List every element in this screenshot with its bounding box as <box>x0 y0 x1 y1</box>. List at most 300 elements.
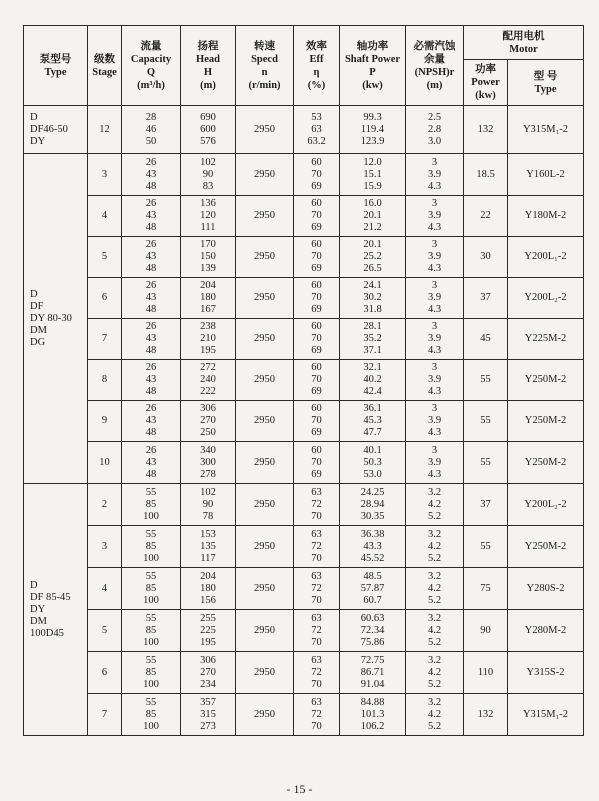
npsh-cell <box>406 360 464 401</box>
npsh-cell <box>406 154 464 196</box>
motor-type-cell <box>508 401 584 442</box>
npsh-cell <box>406 442 464 484</box>
head-cell <box>181 652 236 694</box>
efficiency-cell <box>294 484 340 526</box>
capacity-cell <box>122 568 181 610</box>
header-stage: 级数 Stage <box>88 26 122 106</box>
header-shaft-power: 轴功率 Shaft Power P (kw) <box>340 26 406 106</box>
motor-type-cell-value: Y315S-2 <box>526 666 565 678</box>
header-type: 泵型号 Type <box>24 26 88 106</box>
table-row <box>24 154 584 196</box>
capacity-cell-value: 28 46 50 <box>145 111 157 147</box>
capacity-cell <box>122 196 181 237</box>
stage-cell <box>88 442 122 484</box>
motor-power-cell <box>464 652 508 694</box>
speed-cell <box>236 196 294 237</box>
npsh-cell <box>406 278 464 319</box>
speed-cell <box>236 401 294 442</box>
motor-type-cell-value: Y225M-2 <box>524 333 567 344</box>
efficiency-cell-value: 53 63 63.2 <box>307 111 326 147</box>
motor-power-cell <box>464 694 508 736</box>
head-cell <box>181 484 236 526</box>
speed-cell-value: 2950 <box>254 582 275 594</box>
npsh-cell-value: 3.2 4.2 5.2 <box>427 612 442 648</box>
motor-type-cell-value: Y200L₂-2 <box>524 498 567 510</box>
motor-type-cell-value: Y250M-2 <box>524 540 567 552</box>
npsh-cell-value: 3 3.9 4.3 <box>427 198 442 233</box>
head-cell <box>181 278 236 319</box>
npsh-cell-value: 3 3.9 4.3 <box>427 156 442 192</box>
speed-cell-value: 2950 <box>254 624 275 636</box>
npsh-cell-value: 3.2 4.2 5.2 <box>427 570 442 606</box>
motor-type-cell <box>508 442 584 484</box>
capacity-cell <box>122 484 181 526</box>
header-speed: 转速 Specd n (r/min) <box>236 26 294 106</box>
shaft-power-cell-value: 72.75 86.71 91.04 <box>360 654 385 690</box>
shaft-power-cell-value: 24.1 30.2 31.8 <box>363 280 382 315</box>
npsh-cell-value: 3 3.9 4.3 <box>427 444 442 480</box>
shaft-power-cell <box>340 154 406 196</box>
shaft-power-cell <box>340 568 406 610</box>
shaft-power-cell <box>340 694 406 736</box>
head-cell-value: 238 210 195 <box>200 321 216 356</box>
table-header <box>24 26 584 106</box>
table-row <box>24 319 584 360</box>
pump-type-line: 100D45 <box>30 627 64 639</box>
motor-type-cell <box>508 694 584 736</box>
efficiency-cell <box>294 106 340 154</box>
motor-power-cell-value: 37 <box>480 292 491 303</box>
efficiency-cell <box>294 154 340 196</box>
motor-power-cell-value: 55 <box>480 540 491 552</box>
header-npsh: 必需汽蚀 余量 (NPSH)r (m) <box>406 26 464 106</box>
capacity-cell <box>122 694 181 736</box>
stage-cell <box>88 568 122 610</box>
capacity-cell <box>122 652 181 694</box>
page-number: - 15 - <box>286 782 313 796</box>
motor-power-cell <box>464 526 508 568</box>
capacity-cell-value: 55 85 100 <box>143 528 159 564</box>
speed-cell <box>236 694 294 736</box>
stage-cell <box>88 484 122 526</box>
stage-cell-value: 6 <box>101 292 108 303</box>
motor-type-cell-value: Y250M-2 <box>524 456 567 468</box>
npsh-cell <box>406 610 464 652</box>
efficiency-cell <box>294 652 340 694</box>
stage-cell-value: 9 <box>101 415 108 426</box>
capacity-cell-value: 55 85 100 <box>143 612 159 648</box>
stage-cell-value: 8 <box>101 374 108 385</box>
head-cell <box>181 694 236 736</box>
motor-power-cell <box>464 610 508 652</box>
stage-cell <box>88 652 122 694</box>
capacity-cell <box>122 401 181 442</box>
npsh-cell-value: 3 3.9 4.3 <box>427 239 442 274</box>
shaft-power-cell-value: 28.1 35.2 37.1 <box>363 321 382 356</box>
table-body <box>24 106 584 736</box>
motor-type-cell-value: Y250M-2 <box>524 374 567 385</box>
stage-cell <box>88 154 122 196</box>
motor-power-cell-value: 18.5 <box>476 168 495 180</box>
speed-cell-value: 2950 <box>254 540 275 552</box>
npsh-cell-value: 3.2 4.2 5.2 <box>427 528 442 564</box>
speed-cell-value: 2950 <box>254 168 275 180</box>
shaft-power-cell-value: 16.0 20.1 21.2 <box>363 198 382 233</box>
npsh-cell <box>406 652 464 694</box>
head-cell-value: 306 270 250 <box>200 403 216 438</box>
efficiency-cell <box>294 694 340 736</box>
speed-cell-value: 2950 <box>254 292 275 303</box>
shaft-power-cell-value: 36.1 45.3 47.7 <box>363 403 382 438</box>
motor-type-cell-value: Y200L₂-2 <box>524 292 567 303</box>
npsh-cell-value: 3 3.9 4.3 <box>427 403 442 438</box>
motor-type-cell <box>508 568 584 610</box>
pump-type-line: DY <box>30 135 46 147</box>
efficiency-cell-value: 63 72 70 <box>311 486 322 522</box>
stage-cell <box>88 610 122 652</box>
pump-type-cell <box>24 484 88 736</box>
motor-type-cell <box>508 278 584 319</box>
stage-cell <box>88 106 122 154</box>
motor-type-cell-value: Y200L₁-2 <box>524 251 567 262</box>
shaft-power-cell-value: 48.5 57.87 60.7 <box>360 570 385 606</box>
motor-type-cell <box>508 237 584 278</box>
pump-type-cell <box>24 154 88 484</box>
npsh-cell <box>406 568 464 610</box>
capacity-cell-value: 26 43 48 <box>145 362 157 397</box>
shaft-power-cell <box>340 484 406 526</box>
capacity-cell <box>122 360 181 401</box>
stage-cell <box>88 196 122 237</box>
head-cell <box>181 401 236 442</box>
motor-type-cell <box>508 106 584 154</box>
motor-power-cell-value: 132 <box>477 123 494 135</box>
table-row <box>24 484 584 526</box>
stage-cell-value: 5 <box>101 624 108 636</box>
capacity-cell <box>122 319 181 360</box>
speed-cell-value: 2950 <box>254 251 275 262</box>
shaft-power-cell-value: 60.63 72.34 75.86 <box>360 612 385 648</box>
motor-power-cell-value: 30 <box>480 251 491 262</box>
capacity-cell <box>122 154 181 196</box>
efficiency-cell-value: 60 70 69 <box>311 321 322 356</box>
npsh-cell-value: 2.5 2.8 3.0 <box>427 111 442 147</box>
npsh-cell-value: 3.2 4.2 5.2 <box>427 696 442 732</box>
npsh-cell <box>406 694 464 736</box>
speed-cell-value: 2950 <box>254 456 275 468</box>
head-cell-value: 153 135 117 <box>200 528 216 564</box>
speed-cell-value: 2950 <box>254 498 275 510</box>
npsh-cell <box>406 237 464 278</box>
shaft-power-cell-value: 20.1 25.2 26.5 <box>363 239 382 274</box>
motor-power-cell <box>464 154 508 196</box>
head-cell <box>181 610 236 652</box>
motor-type-cell <box>508 610 584 652</box>
motor-power-cell <box>464 237 508 278</box>
shaft-power-cell <box>340 237 406 278</box>
capacity-cell-value: 55 85 100 <box>143 570 159 606</box>
pump-type-cell <box>24 106 88 154</box>
motor-power-cell <box>464 568 508 610</box>
npsh-cell <box>406 106 464 154</box>
motor-power-cell-value: 55 <box>480 374 491 385</box>
stage-cell-value: 3 <box>101 168 108 180</box>
npsh-cell <box>406 484 464 526</box>
efficiency-cell-value: 63 72 70 <box>311 654 322 690</box>
header-motor-power: 功率 Power (kw) <box>464 60 508 106</box>
speed-cell <box>236 237 294 278</box>
speed-cell <box>236 154 294 196</box>
efficiency-cell <box>294 526 340 568</box>
table-row <box>24 652 584 694</box>
header-capacity: 流量 Capacity Q (m³/h) <box>122 26 181 106</box>
shaft-power-cell-value: 84.88 101.3 106.2 <box>360 696 385 732</box>
pump-type-line: D <box>30 288 38 300</box>
motor-type-cell-value: Y315M₁-2 <box>522 123 569 135</box>
head-cell-value: 102 90 78 <box>200 486 216 522</box>
head-cell <box>181 196 236 237</box>
speed-cell-value: 2950 <box>254 333 275 344</box>
speed-cell <box>236 442 294 484</box>
pump-spec-table <box>23 25 584 736</box>
stage-cell-value: 5 <box>101 251 108 262</box>
efficiency-cell <box>294 610 340 652</box>
stage-cell <box>88 360 122 401</box>
efficiency-cell-value: 63 72 70 <box>311 570 322 606</box>
speed-cell <box>236 106 294 154</box>
pump-type-line: DM <box>30 324 47 336</box>
pump-type-line: D <box>30 579 38 591</box>
speed-cell <box>236 568 294 610</box>
efficiency-cell-value: 60 70 69 <box>311 198 322 233</box>
stage-cell <box>88 526 122 568</box>
speed-cell <box>236 484 294 526</box>
efficiency-cell-value: 63 72 70 <box>311 696 322 732</box>
capacity-cell-value: 55 85 100 <box>143 486 159 522</box>
capacity-cell-value: 55 85 100 <box>143 696 159 732</box>
capacity-cell <box>122 237 181 278</box>
pump-type-line: DF46-50 <box>30 123 68 135</box>
motor-power-cell <box>464 401 508 442</box>
table-row <box>24 610 584 652</box>
capacity-cell-value: 26 43 48 <box>145 239 157 274</box>
motor-power-cell-value: 45 <box>480 333 491 344</box>
speed-cell-value: 2950 <box>254 415 275 426</box>
head-cell <box>181 360 236 401</box>
efficiency-cell <box>294 442 340 484</box>
pump-type-line: D <box>30 111 38 123</box>
motor-power-cell <box>464 484 508 526</box>
head-cell-value: 340 300 278 <box>200 444 216 480</box>
shaft-power-cell <box>340 652 406 694</box>
npsh-cell-value: 3 3.9 4.3 <box>427 280 442 315</box>
stage-cell-value: 4 <box>101 210 108 221</box>
efficiency-cell <box>294 568 340 610</box>
efficiency-cell-value: 63 72 70 <box>311 528 322 564</box>
capacity-cell-value: 26 43 48 <box>145 321 157 356</box>
motor-power-cell-value: 22 <box>480 210 491 221</box>
table-row <box>24 694 584 736</box>
pump-type-line: DY 80-30 <box>30 312 72 324</box>
stage-cell <box>88 319 122 360</box>
speed-cell <box>236 610 294 652</box>
pump-type-line: DM <box>30 615 47 627</box>
speed-cell <box>236 652 294 694</box>
head-cell <box>181 568 236 610</box>
shaft-power-cell-value: 99.3 119.4 123.9 <box>360 111 385 147</box>
stage-cell-value: 3 <box>101 540 108 552</box>
motor-power-cell-value: 132 <box>477 708 494 720</box>
efficiency-cell <box>294 401 340 442</box>
stage-cell-value: 7 <box>101 708 108 720</box>
motor-power-cell <box>464 442 508 484</box>
motor-type-cell-value: Y160L-2 <box>526 168 565 180</box>
npsh-cell <box>406 401 464 442</box>
motor-type-cell-value: Y180M-2 <box>524 210 567 221</box>
shaft-power-cell <box>340 610 406 652</box>
stage-cell <box>88 694 122 736</box>
head-cell-value: 204 180 167 <box>200 280 216 315</box>
npsh-cell <box>406 196 464 237</box>
motor-power-cell <box>464 319 508 360</box>
head-cell <box>181 442 236 484</box>
stage-cell-value: 6 <box>101 666 108 678</box>
motor-type-cell <box>508 319 584 360</box>
motor-type-cell <box>508 484 584 526</box>
motor-power-cell <box>464 278 508 319</box>
motor-type-cell-value: Y250M-2 <box>524 415 567 426</box>
pump-type-line: DF 85-45 <box>30 591 71 603</box>
motor-power-cell-value: 55 <box>480 415 491 426</box>
speed-cell-value: 2950 <box>254 666 275 678</box>
shaft-power-cell-value: 32.1 40.2 42.4 <box>363 362 382 397</box>
shaft-power-cell <box>340 360 406 401</box>
speed-cell-value: 2950 <box>254 210 275 221</box>
speed-cell <box>236 319 294 360</box>
table-row <box>24 360 584 401</box>
head-cell <box>181 526 236 568</box>
header-efficiency: 效率 Eff η (%) <box>294 26 340 106</box>
npsh-cell-value: 3.2 4.2 5.2 <box>427 654 442 690</box>
head-cell-value: 255 225 195 <box>200 612 216 648</box>
npsh-cell-value: 3 3.9 4.3 <box>427 321 442 356</box>
efficiency-cell-value: 60 70 69 <box>311 156 322 192</box>
capacity-cell-value: 26 43 48 <box>145 444 157 480</box>
stage-cell <box>88 237 122 278</box>
motor-power-cell <box>464 196 508 237</box>
head-cell-value: 690 600 576 <box>200 111 216 147</box>
efficiency-cell <box>294 319 340 360</box>
motor-power-cell-value: 37 <box>480 498 491 510</box>
efficiency-cell <box>294 278 340 319</box>
capacity-cell <box>122 278 181 319</box>
header-motor-type: 型 号 Type <box>508 60 584 106</box>
head-cell <box>181 319 236 360</box>
header-head: 扬程 Head H (m) <box>181 26 236 106</box>
npsh-cell <box>406 526 464 568</box>
motor-power-cell-value: 75 <box>480 582 491 594</box>
head-cell <box>181 237 236 278</box>
shaft-power-cell-value: 36.38 43.3 45.52 <box>360 528 385 564</box>
table-row <box>24 568 584 610</box>
pump-type-line: DG <box>30 336 46 348</box>
table-row <box>24 442 584 484</box>
motor-power-cell-value: 110 <box>477 666 494 678</box>
table-row <box>24 237 584 278</box>
speed-cell <box>236 278 294 319</box>
head-cell-value: 272 240 222 <box>200 362 216 397</box>
efficiency-cell-value: 60 70 69 <box>311 280 322 315</box>
shaft-power-cell-value: 12.0 15.1 15.9 <box>363 156 382 192</box>
speed-cell-value: 2950 <box>254 374 275 385</box>
efficiency-cell <box>294 360 340 401</box>
head-cell-value: 102 90 83 <box>200 156 216 192</box>
stage-cell <box>88 401 122 442</box>
motor-type-cell <box>508 360 584 401</box>
motor-power-cell-value: 90 <box>480 624 491 636</box>
shaft-power-cell <box>340 442 406 484</box>
head-cell-value: 357 315 273 <box>200 696 216 732</box>
table-row <box>24 278 584 319</box>
shaft-power-cell <box>340 319 406 360</box>
capacity-cell-value: 55 85 100 <box>143 654 159 690</box>
shaft-power-cell-value: 24.25 28.94 30.35 <box>360 486 385 522</box>
motor-type-cell <box>508 652 584 694</box>
npsh-cell-value: 3.2 4.2 5.2 <box>427 486 442 522</box>
shaft-power-cell <box>340 278 406 319</box>
efficiency-cell-value: 60 70 69 <box>311 403 322 438</box>
npsh-cell-value: 3 3.9 4.3 <box>427 362 442 397</box>
table-row <box>24 401 584 442</box>
head-cell-value: 306 270 234 <box>200 654 216 690</box>
head-cell-value: 204 180 156 <box>200 570 216 606</box>
stage-cell-value: 7 <box>101 333 108 344</box>
header-motor: 配用电机 Motor <box>464 26 584 60</box>
capacity-cell-value: 26 43 48 <box>145 403 157 438</box>
stage-cell-value: 4 <box>101 582 108 594</box>
efficiency-cell <box>294 237 340 278</box>
stage-cell-value: 10 <box>99 456 110 468</box>
motor-power-cell-value: 55 <box>480 456 491 468</box>
table-row <box>24 526 584 568</box>
motor-power-cell <box>464 106 508 154</box>
stage-cell-value: 2 <box>101 498 108 510</box>
table-row <box>24 196 584 237</box>
motor-type-cell <box>508 196 584 237</box>
capacity-cell <box>122 610 181 652</box>
speed-cell <box>236 526 294 568</box>
capacity-cell-value: 26 43 48 <box>145 156 157 192</box>
shaft-power-cell <box>340 106 406 154</box>
head-cell-value: 136 120 111 <box>200 198 216 233</box>
shaft-power-cell <box>340 401 406 442</box>
stage-cell-value: 12 <box>99 123 110 135</box>
head-cell-value: 170 150 139 <box>200 239 216 274</box>
table-row <box>24 106 584 154</box>
efficiency-cell <box>294 196 340 237</box>
head-cell <box>181 154 236 196</box>
npsh-cell <box>406 319 464 360</box>
speed-cell-value: 2950 <box>254 708 275 720</box>
efficiency-cell-value: 60 70 69 <box>311 444 322 480</box>
speed-cell-value: 2950 <box>254 123 275 135</box>
capacity-cell <box>122 526 181 568</box>
shaft-power-cell-value: 40.1 50.3 53.0 <box>363 444 382 480</box>
pump-type-line: DY <box>30 603 46 615</box>
efficiency-cell-value: 60 70 69 <box>311 362 322 397</box>
motor-type-cell-value: Y315M₁-2 <box>522 708 569 720</box>
pump-type-line: DF <box>30 300 44 312</box>
